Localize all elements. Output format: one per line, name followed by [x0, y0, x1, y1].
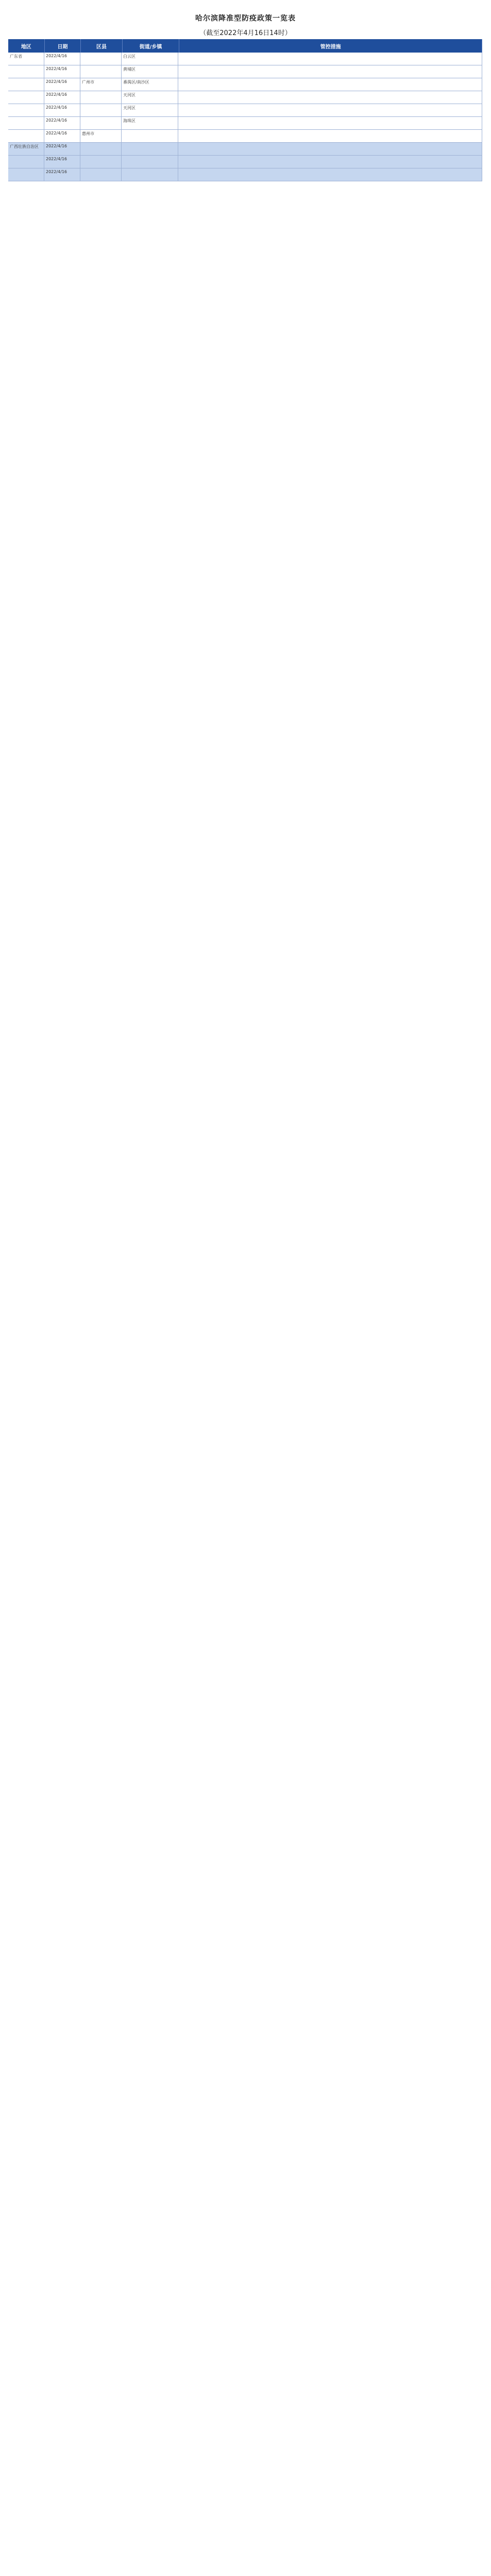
table-cell: 广州市: [80, 78, 122, 91]
table-cell: [178, 53, 482, 65]
table-cell: 2022/4/16: [44, 168, 80, 181]
table-cell: [178, 143, 482, 155]
table-cell: [8, 65, 44, 78]
page-subtitle: （截至2022年4月16日14时）: [199, 29, 292, 37]
table-cell: 惠州市: [80, 130, 122, 142]
table-cell: [8, 104, 44, 116]
table-cell: [80, 117, 122, 129]
table-row: [8, 53, 482, 65]
col-header-date: 日期: [45, 39, 81, 53]
table-row: [8, 104, 482, 117]
table-cell: 海珠区: [122, 117, 178, 129]
table-cell: 天河区: [122, 104, 178, 116]
table-cell: [80, 65, 122, 78]
table-cell: [80, 143, 122, 155]
table-cell: [80, 53, 122, 65]
table-cell: [80, 156, 122, 168]
table-cell: 2022/4/16: [44, 117, 80, 129]
table-cell: 2022/4/16: [44, 65, 80, 78]
table-cell: 2022/4/16: [44, 143, 80, 155]
table-cell: [178, 91, 482, 104]
table-cell: [178, 104, 482, 116]
table-cell: [122, 156, 178, 168]
table-cell: [178, 168, 482, 181]
table-cell: 2022/4/16: [44, 78, 80, 91]
table-cell: 番禺区/南沙区: [122, 78, 178, 91]
col-header-measures: 管控措施: [179, 39, 482, 53]
table-cell: 广西壮族自治区: [8, 143, 44, 155]
table-cell: [178, 78, 482, 91]
table-row: [8, 117, 482, 130]
table-cell: [178, 65, 482, 78]
table-cell: 2022/4/16: [44, 156, 80, 168]
table-cell: 黄埔区: [122, 65, 178, 78]
table-body: [8, 53, 482, 181]
table-cell: 2022/4/16: [44, 104, 80, 116]
table-cell: [80, 168, 122, 181]
table-cell: 天河区: [122, 91, 178, 104]
table-row: [8, 91, 482, 104]
table-cell: [122, 130, 178, 142]
page-title: 哈尔滨降准型防疫政策一览表: [195, 14, 296, 23]
table-cell: [8, 117, 44, 129]
table-cell: [122, 143, 178, 155]
table-cell: [178, 130, 482, 142]
table-header: [8, 39, 482, 53]
table-row: [8, 65, 482, 78]
table-row: [8, 143, 482, 156]
table-cell: [178, 156, 482, 168]
table-cell: 2022/4/16: [44, 130, 80, 142]
table-cell: [178, 117, 482, 129]
policy-table: [8, 39, 482, 181]
table-row: [8, 168, 482, 181]
table-row: [8, 78, 482, 91]
table-row: [8, 156, 482, 168]
table-cell: [8, 168, 44, 181]
col-header-street: 街道/乡镇: [123, 39, 179, 53]
table-cell: 白云区: [122, 53, 178, 65]
table-cell: [80, 91, 122, 104]
table-cell: 2022/4/16: [44, 91, 80, 104]
col-header-region: 地区: [8, 39, 45, 53]
table-cell: [80, 104, 122, 116]
table-cell: 2022/4/16: [44, 53, 80, 65]
table-cell: 广东省: [8, 53, 44, 65]
table-cell: [8, 78, 44, 91]
table-cell: [8, 130, 44, 142]
table-cell: [8, 156, 44, 168]
table-row: [8, 130, 482, 143]
table-cell: [8, 91, 44, 104]
col-header-district: 区县: [81, 39, 123, 53]
table-cell: [122, 168, 178, 181]
